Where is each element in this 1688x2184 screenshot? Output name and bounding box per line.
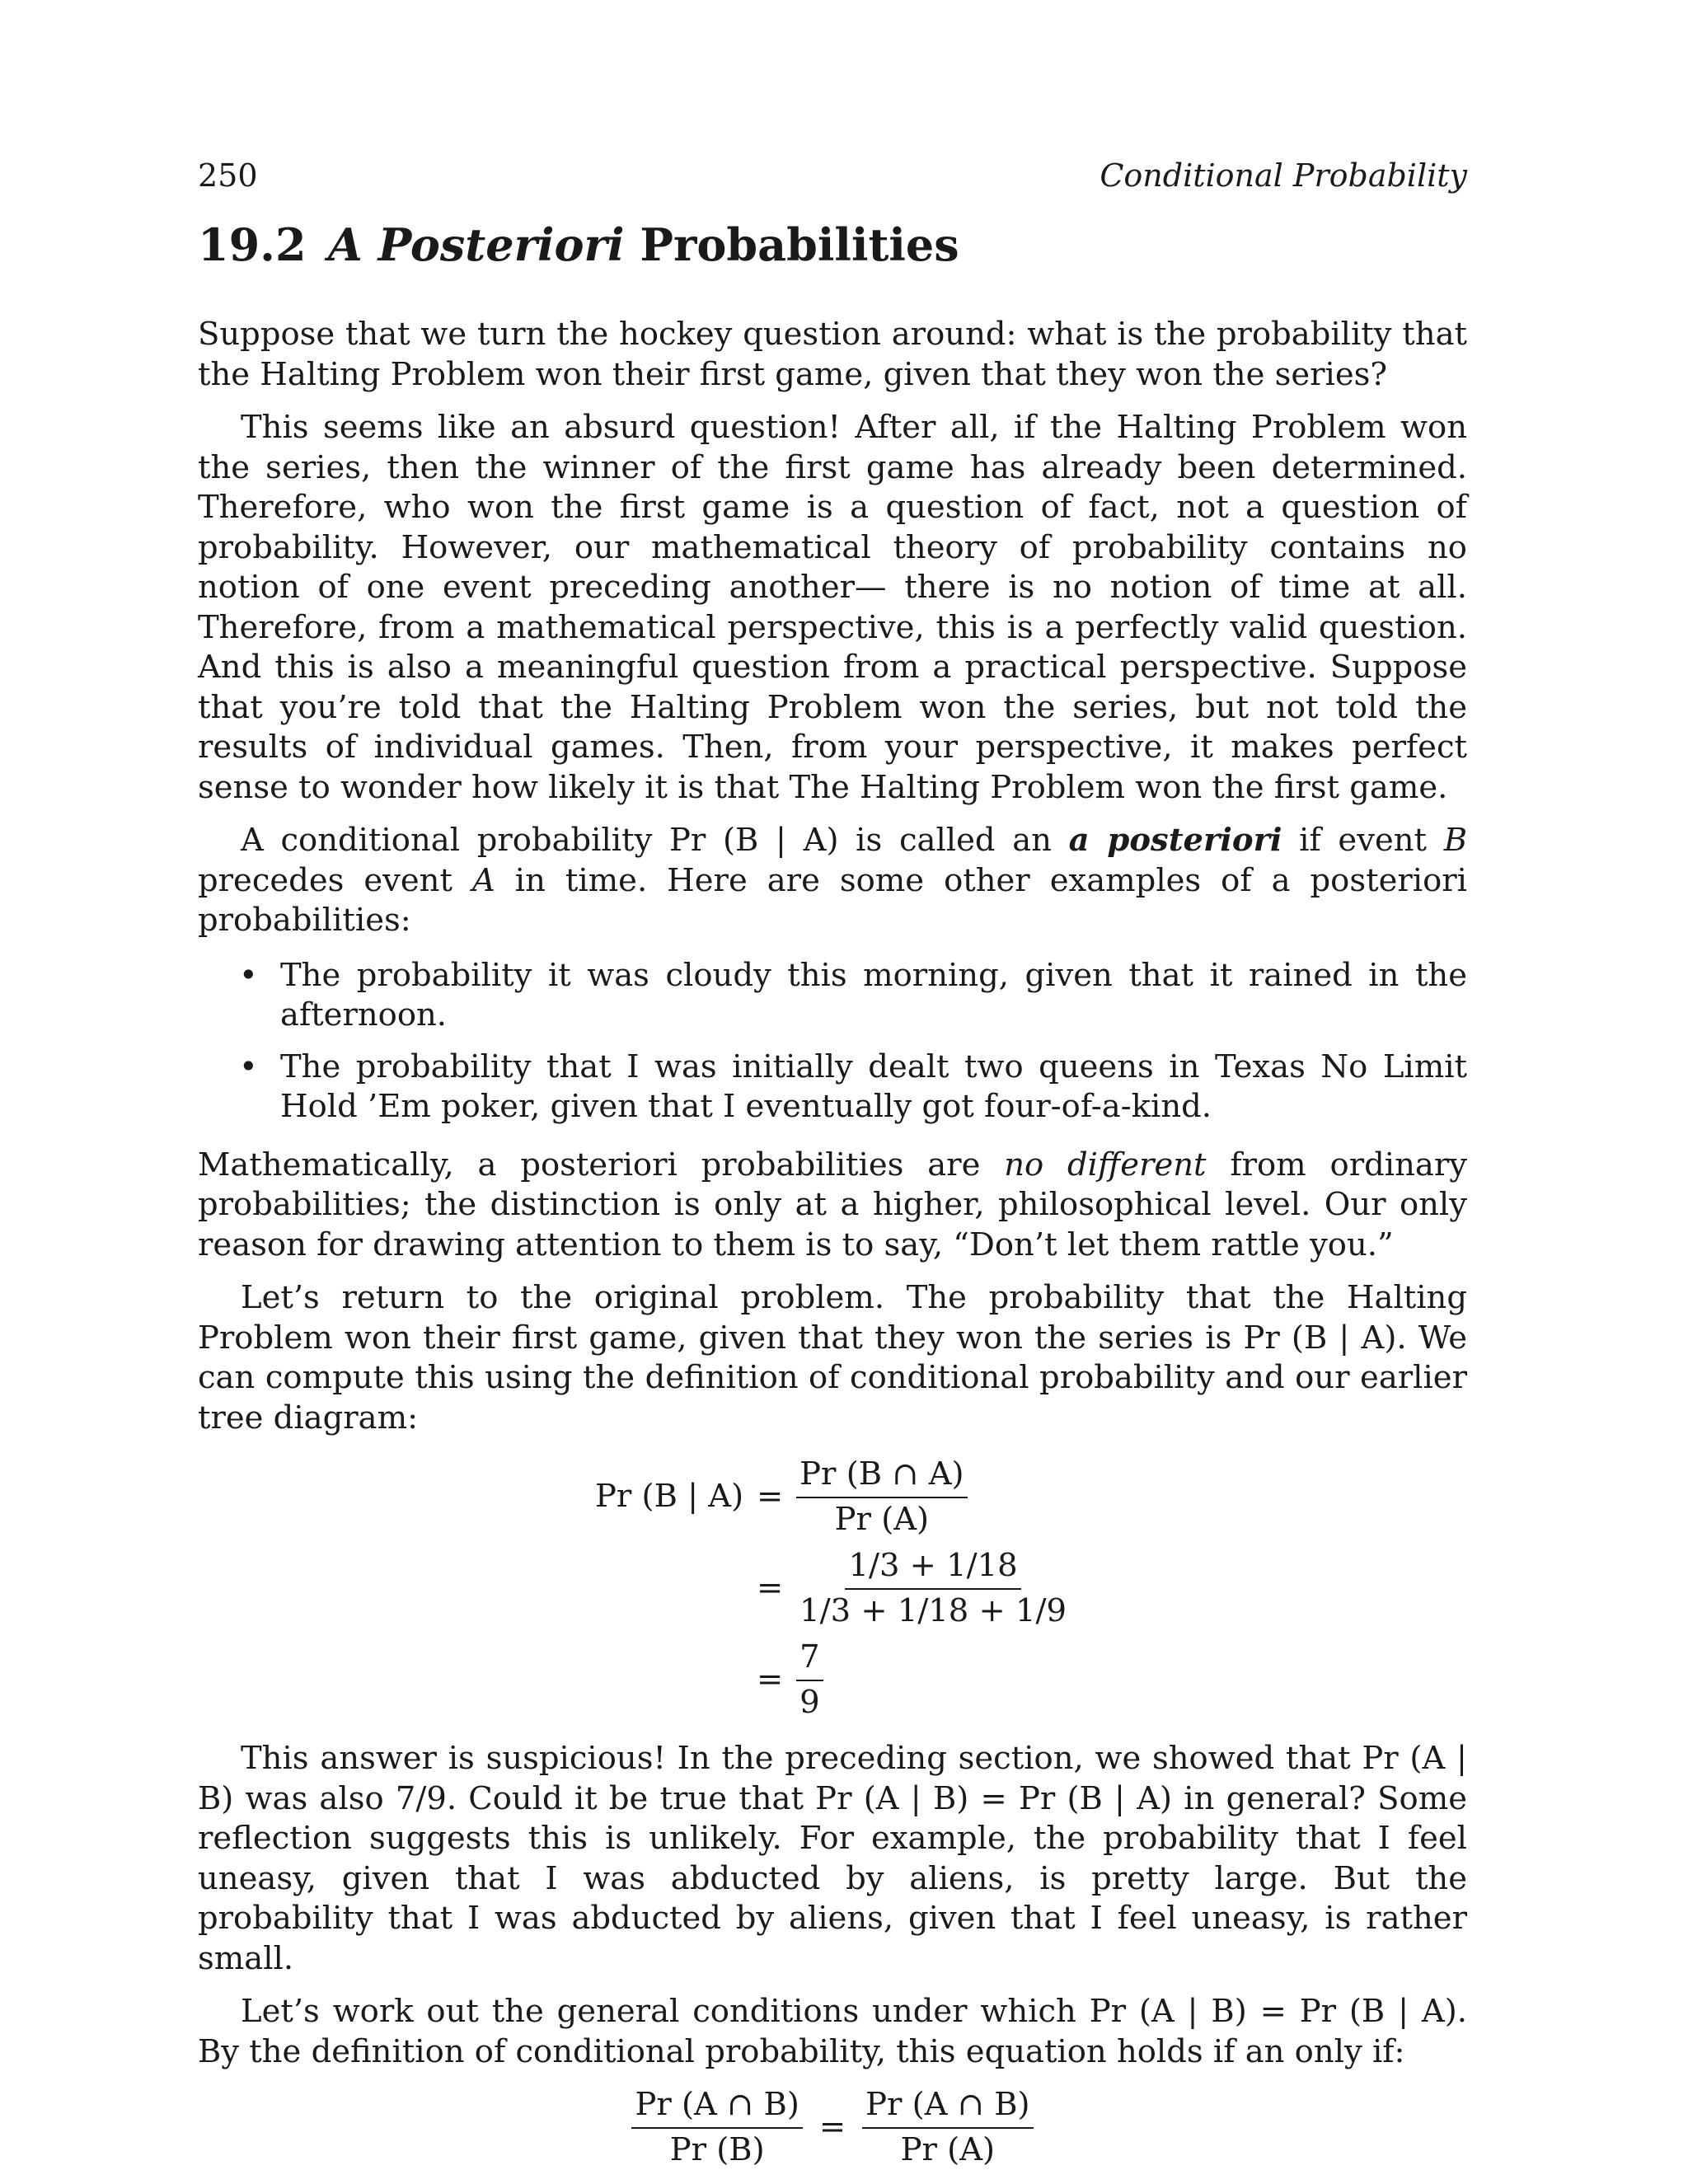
section-number: 19.2 [198,218,307,271]
fraction-left [631,2085,802,2170]
equation-rhs [786,1634,1070,1726]
equation-inline [631,2085,1033,2170]
equation-array [595,1451,1070,1726]
examples-list [198,956,1467,1127]
fraction-denominator: Pr (B) [669,2130,765,2168]
p6-text-3: . Could it be true that [446,1779,816,1817]
p3-math-a: A [471,861,495,899]
p3-text-4: precedes event [198,861,472,899]
page-number: 250 [198,157,258,194]
equation-condition [198,2085,1467,2170]
p6-math-seven-ninths: 7/9 [395,1779,447,1817]
body-text [198,315,1467,2183]
equation-lhs: Pr (B | A) [595,1478,744,1516]
paragraph-6 [198,1739,1467,1979]
fraction-denominator: Pr (A) [900,2130,996,2168]
p6-math-pr-a-given-b: Pr (A | B) [198,1740,1467,1817]
paragraph-5 [198,1278,1467,1438]
fraction-denominator: Pr (A) [834,1500,930,1538]
equation-row [595,1634,1070,1726]
emphasis-no-different: no different [1004,1146,1207,1183]
p5-math-pr-b-given-a: Pr (B | A) [1243,1319,1397,1357]
running-head [198,155,1467,196]
section-title-italic: A Posteriori [328,218,625,271]
equation-row [595,1451,1070,1543]
p4-text-1: Mathematically, a posteriori probabilities are [198,1146,1005,1183]
equals-sign: = [818,2108,846,2146]
p4-text-2: from ordinary probabilities; the distinction is only at a higher, philosophical level. Our only reason for drawing attention to them is to say, “Don’t let them rattle you.” [198,1146,1467,1263]
paragraph-2: This seems like an absurd question! After all, if the Halting Problem won the series, then the winner of the first game has already been determined. Therefore, who won the first game is a question of fact, not a question of probability. However, our mathematical theory of probability contains no notion of one event preceding another— there is no notion of time at all. Therefore, from a mathematical perspective, this is a perfectly valid question. And this is also a meaningful question from a practical perspective. Suppose that you’re told that the Halting Problem won the series, but not told the results of individual games. Then, from your perspective, it makes perfect sense to wonder how likely it is that The Halting Problem won the first game. [198,409,1467,806]
paragraph-1: Suppose that we turn the hockey question around: what is the probability that the Halting Problem won their first game, given that they won the series? [198,316,1467,393]
equals-sign: = [757,1478,784,1516]
paragraph-7 [198,1992,1467,2072]
p3-text-5: in time. Here are some other examples of a posteriori probabilities: [198,861,1467,939]
fraction-denominator: 9 [799,1683,820,1721]
p7-text-1: Let’s work out the general conditions under which [241,1993,1090,2030]
paragraph-4 [198,1146,1467,1266]
p6-text-4: in general? Some reflection suggests this is unlikely. For example, the probability that I feel uneasy, given that I was abducted by aliens, is pretty large. But the probability that I was abducted by aliens, given that I feel uneasy, is rather small. [198,1779,1468,1977]
p3-text-1: A conditional probability [241,822,670,859]
p5-text-2: . We can compute this using the definition of conditional probability and our earlier tree diagram: [198,1319,1467,1436]
equation-row [595,1543,1070,1634]
term-a-posteriori: a posteriori [1068,822,1282,859]
fraction-numerator: Pr (B ∩ A) [796,1455,967,1498]
fraction-numerator: Pr (A ∩ B) [631,2085,802,2129]
p3-text-2: is called an [838,822,1069,859]
p6-text-1: This answer is suspicious! In the preceding section, we showed that [241,1740,1362,1777]
list-item-text: The probability that I was initially dealt two queens in Texas No Limit Hold ’Em poker, given that I eventually got four-of-a-kind. [280,1047,1467,1125]
fraction-right [862,2085,1033,2170]
fraction-numerator: 7 [796,1638,823,1681]
page [198,0,1467,2184]
bullet-icon: • [239,1047,258,1085]
fraction-numerator: 1/3 + 1/18 [845,1546,1020,1590]
p6-text-2: was also [233,1779,396,1817]
p3-math-b: B [1443,822,1467,859]
fraction-numerator: Pr (A ∩ B) [862,2085,1033,2129]
p7-math-equality: Pr (A | B) = Pr (B | A) [1089,1993,1457,2030]
equals-sign: = [757,1569,784,1607]
equation-lhs-empty [595,1543,753,1634]
fraction [796,1638,823,1722]
p5-text-1: Let’s return to the original problem. The probability that the Halting Problem won their first game, given that they won the series is [198,1279,1467,1357]
section-title-rest: Probabilities [640,218,959,271]
list-item [239,1047,1467,1127]
paragraph-3 [198,821,1467,941]
list-item-text: The probability it was cloudy this morning, given that it rained in the afternoon. [280,956,1467,1033]
equation-bayes-computation [198,1451,1467,1726]
running-title: Conditional Probability [1100,157,1467,194]
p3-text-3: if event [1282,822,1444,859]
equation-rhs [786,1543,1070,1634]
list-item [239,956,1467,1036]
fraction [796,1546,1070,1631]
equation-rhs [786,1451,1070,1543]
p6-math-equality: Pr (A | B) = Pr (B | A) [815,1779,1173,1817]
bullet-icon: • [239,956,258,994]
equation-lhs-empty [595,1634,753,1726]
equals-sign: = [757,1661,784,1699]
fraction [796,1455,967,1540]
p7-text-2: . By the definition of conditional probability, this equation holds if an only if: [198,1993,1467,2070]
p3-math-pr-b-given-a: Pr (B | A) [669,822,839,859]
fraction-denominator: 1/3 + 1/18 + 1/9 [799,1591,1067,1629]
section-heading [198,216,959,274]
